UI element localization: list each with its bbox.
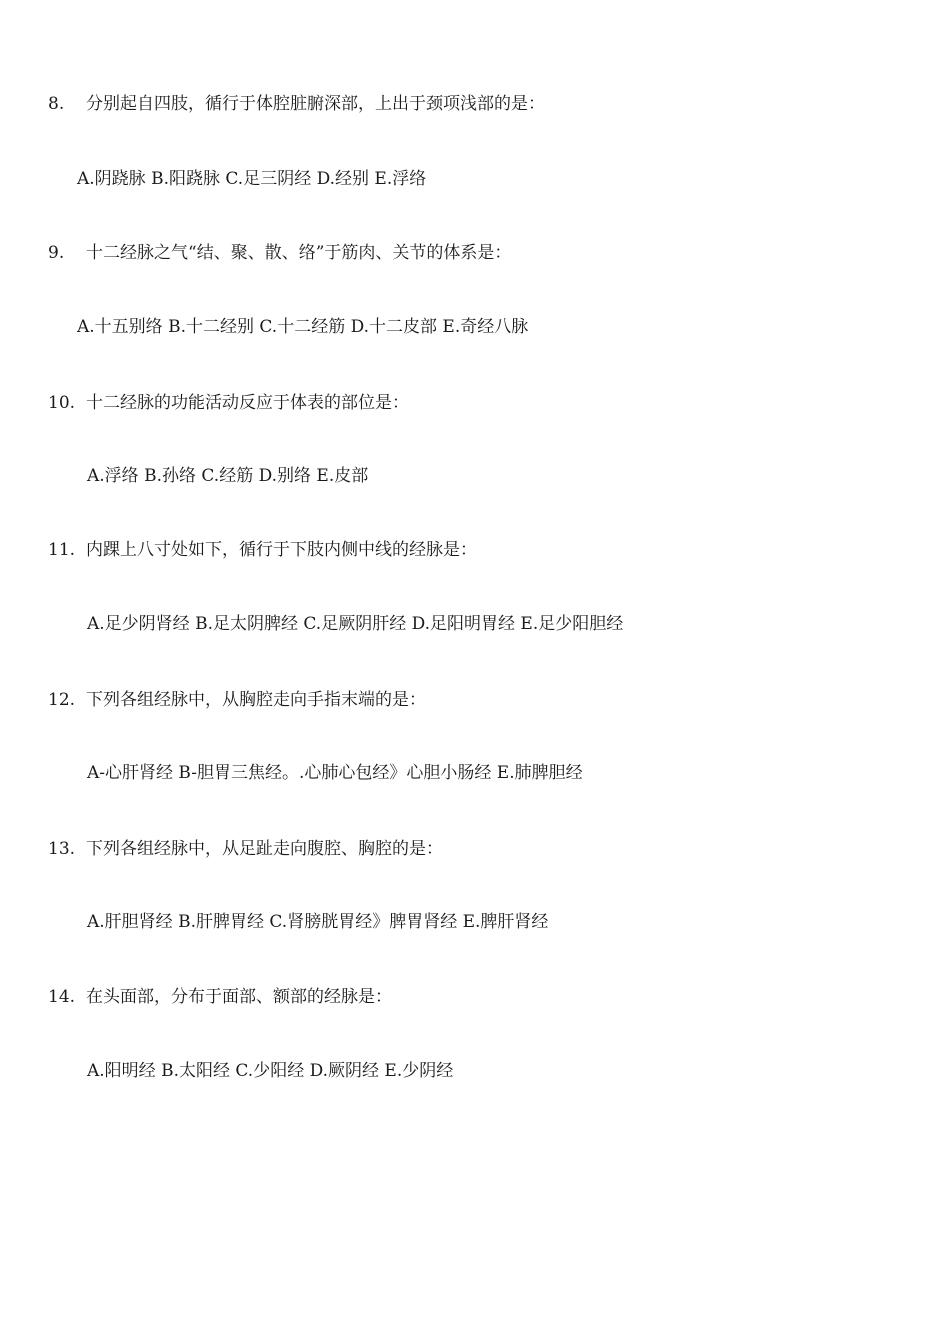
question-text: 下列各组经脉中，从足趾走向腹腔、胸腔的是： [86,839,443,859]
question-text: 十二经脉之气“结、聚、散、络”于筋肉、关节的体系是： [86,243,512,263]
answer-options: A.阴跷脉 B.阳跷脉 C.足三阴经 D.经别 E.浮络 [77,169,427,189]
question-number: 13. [48,839,76,859]
question-text: 分别起自四肢，循行于体腔脏腑深部，上出于颈项浅部的是： [86,94,545,114]
answer-options: A.浮络 B.孙络 C.经筋 D.别络 E.皮部 [87,466,369,486]
question-number: 8. [48,94,65,114]
question-number: 11. [48,540,76,560]
question-text: 下列各组经脉中，从胸腔走向手指末端的是： [86,690,426,710]
answer-options: A.肝胆肾经 B.肝脾胃经 C.肾膀胱胃经》脾胃肾经 E.脾肝肾经 [87,912,549,932]
answer-options: A.足少阴肾经 B.足太阴脾经 C.足厥阴肝经 D.足阳明胃经 E.足少阳胆经 [87,614,624,634]
answer-options: A.十五别络 B.十二经别 C.十二经筋 D.十二皮部 E.奇经八脉 [77,317,529,337]
question-number: 9. [48,243,65,263]
question-text: 十二经脉的功能活动反应于体表的部位是： [86,393,409,413]
question-text: 内踝上八寸处如下，循行于下肢内侧中线的经脉是： [86,540,477,560]
question-number: 10. [48,393,76,413]
question-number: 14. [48,987,76,1007]
answer-options: A.阳明经 B.太阳经 C.少阳经 D.厥阴经 E.少阴经 [87,1061,454,1081]
answer-options: A-心肝肾经 B-胆胃三焦经。.心肺心包经》心胆小肠经 E.肺脾胆经 [87,763,583,783]
question-text: 在头面部，分布于面部、额部的经脉是： [86,987,392,1007]
question-number: 12. [48,690,76,710]
